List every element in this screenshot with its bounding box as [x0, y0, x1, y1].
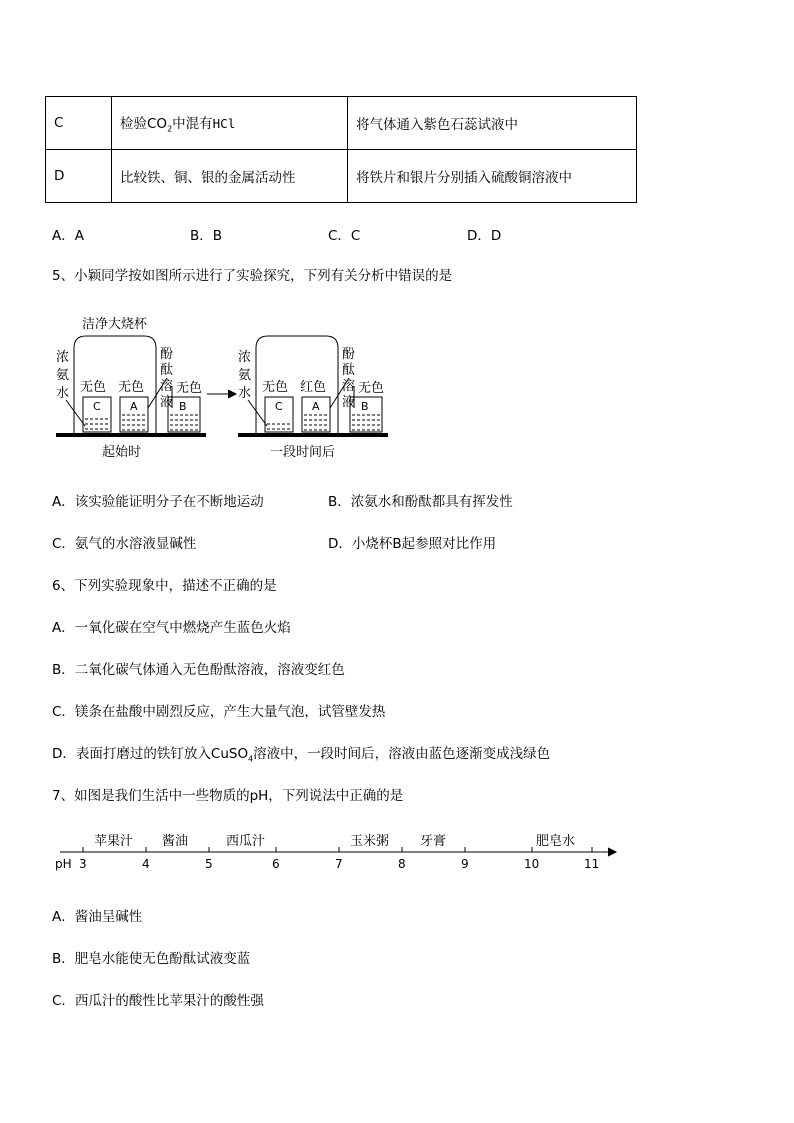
q7-option-c[interactable]: C．西瓜汁的酸性比苹果汁的酸性强	[52, 993, 264, 1009]
beaker-label-b: B	[179, 400, 187, 413]
ph-tick: 5	[205, 857, 213, 871]
q5-option-c[interactable]: C．氨气的水溶液显碱性	[52, 536, 197, 552]
label-colorless-b-after: 无色	[358, 381, 385, 396]
q6-stem: 6、下列实验现象中，描述不正确的是	[52, 578, 277, 594]
ph-tick: 7	[335, 857, 343, 871]
q7-option-b[interactable]: B．肥皂水能使无色酚酞试液变蓝	[52, 951, 251, 967]
q5-option-b[interactable]: B．浓氨水和酚酞都具有挥发性	[328, 494, 513, 510]
substance-toothpaste: 牙膏	[420, 834, 447, 849]
ph-tick: 11	[584, 857, 600, 871]
q4-option-a[interactable]: A．A	[52, 228, 84, 244]
q7-stem: 7、如图是我们生活中一些物质的pH，下列说法中正确的是	[52, 788, 404, 804]
q4-option-c[interactable]: C．C	[328, 228, 361, 244]
row-letter: D	[46, 150, 112, 203]
ammonia-experiment-figure	[52, 308, 392, 464]
beaker-label-a: A	[130, 400, 138, 413]
options-table	[45, 96, 637, 203]
ammonia-char: 浓	[238, 350, 252, 365]
phenol-char: 酚	[342, 347, 356, 362]
q4-option-d[interactable]: D．D	[467, 228, 502, 244]
label-colorless-c-after: 无色	[262, 380, 289, 395]
q6-option-a[interactable]: A．一氧化碳在空气中燃烧产生蓝色火焰	[52, 620, 291, 636]
substance-corn-porridge: 玉米粥	[350, 834, 390, 849]
beaker-label-b-after: B	[361, 400, 369, 413]
substance-apple-juice: 苹果汁	[94, 834, 134, 849]
ph-axis-label: pH	[55, 857, 72, 871]
ammonia-char: 浓	[56, 350, 70, 365]
substance-watermelon-juice: 西瓜汁	[226, 834, 266, 849]
ph-scale-figure	[52, 826, 622, 876]
row-purpose: 检验$CO_2$中混有HCl	[112, 97, 348, 150]
row-letter: C	[46, 97, 112, 150]
caption-later: 一段时间后	[270, 445, 336, 460]
table-row	[46, 150, 637, 203]
phenol-char: 液	[160, 395, 174, 410]
q5-option-d[interactable]: D．小烧杯B起参照对比作用	[328, 536, 497, 552]
q5-option-a[interactable]: A．该实验能证明分子在不断地运动	[52, 494, 264, 510]
q4-option-b[interactable]: B．B	[190, 228, 223, 244]
ammonia-char: 氨	[56, 368, 70, 383]
phenol-char: 酞	[342, 363, 356, 378]
substance-soap-water: 肥皂水	[536, 834, 576, 849]
row-method: 将铁片和银片分别插入硫酸铜溶液中	[348, 150, 637, 203]
phenol-char: 溶	[160, 379, 174, 394]
caption-start: 起始时	[102, 445, 142, 460]
q6-option-b[interactable]: B．二氧化碳气体通入无色酚酞溶液，溶液变红色	[52, 662, 345, 678]
phenol-char: 酚	[160, 347, 174, 362]
ammonia-char: 水	[238, 386, 252, 401]
phenol-char: 酞	[160, 363, 174, 378]
ammonia-char: 氨	[238, 368, 252, 383]
substance-soy-sauce: 酱油	[162, 834, 189, 849]
q6-option-d[interactable]: D．表面打磨过的铁钉放入CuSO$_4$溶液中，一段时间后，溶液由蓝色逐渐变成浅绿色	[52, 746, 551, 764]
ph-tick: 9	[461, 857, 469, 871]
q7-option-a[interactable]: A．酱油呈碱性	[52, 909, 143, 925]
beaker-label-c-after: C	[275, 400, 283, 413]
ph-tick: 6	[272, 857, 280, 871]
beaker-label-c: C	[93, 400, 101, 413]
label-colorless-b: 无色	[176, 381, 203, 396]
table-row	[46, 97, 637, 150]
ammonia-char: 水	[56, 386, 70, 401]
phenol-char: 溶	[342, 379, 356, 394]
label-colorless-a: 无色	[118, 380, 145, 395]
beaker-label-a-after: A	[312, 400, 320, 413]
ph-tick: 10	[524, 857, 540, 871]
ph-tick: 3	[79, 857, 87, 871]
label-red-a-after: 红色	[300, 380, 327, 395]
q6-option-c[interactable]: C．镁条在盐酸中剧烈反应，产生大量气泡，试管壁发热	[52, 704, 386, 720]
label-colorless-c: 无色	[80, 380, 107, 395]
ph-tick: 4	[142, 857, 150, 871]
big-beaker-label: 洁净大烧杯	[82, 317, 148, 332]
q5-stem: 5、小颖同学按如图所示进行了实验探究，下列有关分析中错误的是	[52, 268, 453, 284]
ph-tick: 8	[398, 857, 406, 871]
phenol-char: 液	[342, 395, 356, 410]
row-method: 将气体通入紫色石蕊试液中	[348, 97, 637, 150]
row-purpose: 比较铁、铜、银的金属活动性	[112, 150, 348, 203]
